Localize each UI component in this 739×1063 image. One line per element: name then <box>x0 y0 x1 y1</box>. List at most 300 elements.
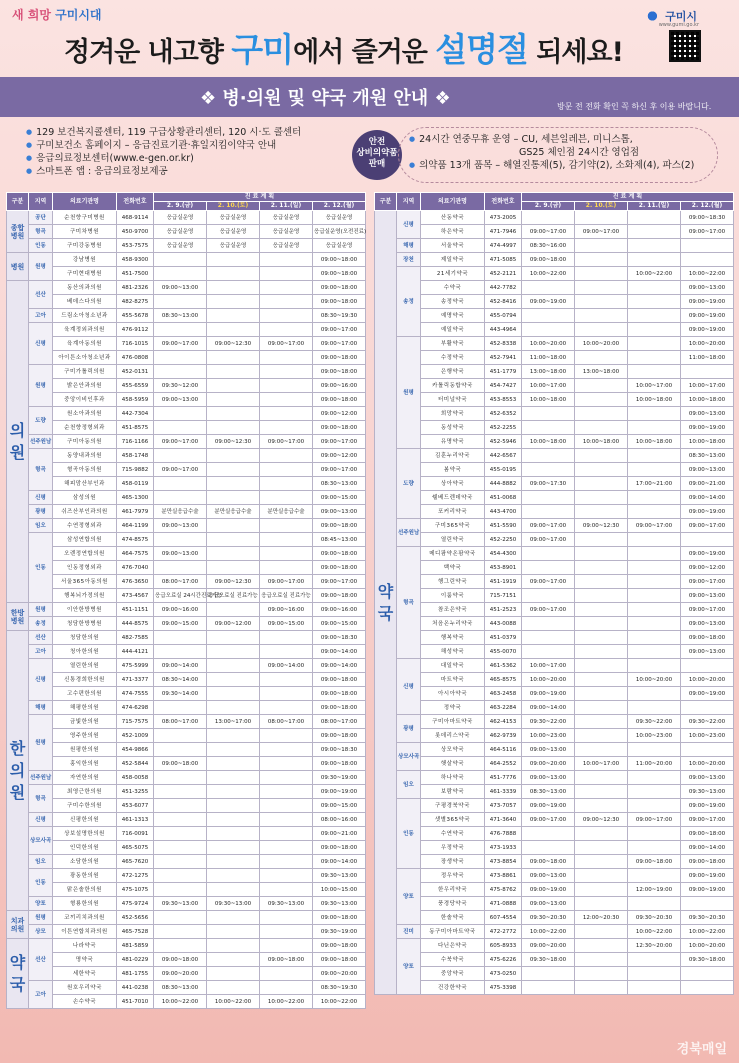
schedule-cell: 09:30~20:30 <box>628 911 681 925</box>
facility-name-cell: 롯데리스약국 <box>421 729 485 743</box>
schedule-cell <box>207 295 260 309</box>
schedule-cell <box>260 281 313 295</box>
schedule-cell: 응급실운영 <box>260 239 313 253</box>
schedule-cell <box>207 729 260 743</box>
table-row <box>7 757 366 771</box>
schedule-cell <box>260 799 313 813</box>
schedule-cell <box>154 855 207 869</box>
schedule-cell: 08:30~13:00 <box>522 785 575 799</box>
table-row <box>375 323 734 337</box>
table-row <box>7 925 366 939</box>
schedule-cell: 10:00~22:00 <box>207 995 260 1009</box>
schedule-cell: 10:00~17:00 <box>522 379 575 393</box>
phone-cell: 473-0250 <box>485 967 522 981</box>
table-row <box>7 337 366 351</box>
phone-cell: 716-1166 <box>117 435 154 449</box>
info-item: ● 응급의료정보센터(www.e-gen.or.kr) <box>26 152 301 165</box>
schedule-cell: 12:00~19:00 <box>628 883 681 897</box>
schedule-cell: 09:00~20:00 <box>522 939 575 953</box>
table-row <box>7 911 366 925</box>
schedule-cell <box>628 225 681 239</box>
schedule-cell <box>628 981 681 995</box>
schedule-cell: 09:30~20:30 <box>681 911 734 925</box>
region-cell: 고아 <box>29 981 53 1009</box>
phone-cell: 450-9700 <box>117 225 154 239</box>
phone-cell: 463-2284 <box>485 701 522 715</box>
schedule-cell <box>575 309 628 323</box>
schedule-cell: 09:00~18:00 <box>628 855 681 869</box>
schedule-cell: 10:00~22:00 <box>154 995 207 1009</box>
schedule-cell <box>522 827 575 841</box>
schedule-cell <box>207 883 260 897</box>
schedule-cell <box>207 925 260 939</box>
phone-cell: 473-8861 <box>485 869 522 883</box>
schedule-cell <box>575 743 628 757</box>
schedule-cell <box>575 715 628 729</box>
schedule-cell <box>260 365 313 379</box>
schedule-cell <box>207 351 260 365</box>
schedule-cell <box>575 393 628 407</box>
schedule-cell: 09:00~17:00 <box>260 575 313 589</box>
phone-cell: 452-5946 <box>485 435 522 449</box>
schedule-cell: 09:00~18:00 <box>313 547 366 561</box>
table-row <box>375 309 734 323</box>
phone-cell: 464-7575 <box>117 547 154 561</box>
facility-name-cell: 베데스다의원 <box>53 295 117 309</box>
schedule-cell: 08:00~17:00 <box>313 715 366 729</box>
phone-cell: 444-8882 <box>485 477 522 491</box>
schedule-cell <box>207 869 260 883</box>
schedule-cell: 09:00~18:00 <box>313 729 366 743</box>
facility-name-cell: 동양내과의원 <box>53 449 117 463</box>
schedule-cell: 09:00~17:00 <box>681 603 734 617</box>
schedule-cell <box>207 449 260 463</box>
table-row <box>7 281 366 295</box>
schedule-cell <box>260 477 313 491</box>
schedule-cell: 응급실운영 <box>313 239 366 253</box>
schedule-cell: 10:00~18:00 <box>628 393 681 407</box>
watermark: 경북매일 <box>676 1042 727 1057</box>
schedule-cell: 08:00~16:00 <box>313 813 366 827</box>
phone-cell: 476-7040 <box>117 561 154 575</box>
facility-name-cell: 동구미아마트약국 <box>421 925 485 939</box>
schedule-cell <box>575 323 628 337</box>
table-row <box>375 505 734 519</box>
schedule-cell: 09:00~19:00 <box>681 547 734 561</box>
schedule-cell <box>154 295 207 309</box>
phone-cell: 476-7888 <box>485 827 522 841</box>
slogan <box>12 6 102 23</box>
schedule-cell <box>154 813 207 827</box>
table-row <box>7 743 366 757</box>
schedule-cell: 09:00~15:00 <box>313 491 366 505</box>
banner-note: 방문 전 전화 확인 꼭 하신 후 이용 바랍니다. <box>557 102 712 111</box>
schedule-cell <box>681 967 734 981</box>
schedule-cell <box>628 323 681 337</box>
table-row <box>7 855 366 869</box>
schedule-cell <box>260 813 313 827</box>
phone-cell: 444-8575 <box>117 617 154 631</box>
facility-name-cell: 중앙약국 <box>421 967 485 981</box>
schedule-cell <box>260 561 313 575</box>
phone-cell: 476-9112 <box>117 323 154 337</box>
schedule-cell: 08:30~13:00 <box>313 477 366 491</box>
schedule-cell: 09:00~17:00 <box>154 435 207 449</box>
facility-name-cell: 카톨릭동합약국 <box>421 379 485 393</box>
schedule-cell <box>575 981 628 995</box>
schedule-cell <box>207 547 260 561</box>
table-row <box>375 771 734 785</box>
facility-name-cell: 해피맘산부인과 <box>53 477 117 491</box>
schedule-cell <box>575 547 628 561</box>
schedule-cell: 09:00~18:30 <box>681 211 734 225</box>
schedule-cell: 09:00~13:00 <box>522 869 575 883</box>
table-row <box>375 813 734 827</box>
region-cell: 선주원남 <box>29 771 53 785</box>
facility-name-cell: 인덕한의원 <box>53 841 117 855</box>
header-gubun: 구분 <box>7 193 29 211</box>
schedule-cell <box>260 687 313 701</box>
facility-name-cell: 순천향정형외과 <box>53 421 117 435</box>
schedule-cell: 09:00~15:00 <box>260 617 313 631</box>
schedule-cell <box>260 911 313 925</box>
category-cell: 의원 <box>7 281 29 603</box>
region-cell: 해평 <box>397 239 421 253</box>
region-cell: 원평 <box>29 253 53 281</box>
schedule-cell: 09:00~13:00 <box>522 897 575 911</box>
schedule-cell <box>260 547 313 561</box>
schedule-cell: 09:00~21:00 <box>313 827 366 841</box>
schedule-cell <box>628 463 681 477</box>
headline-mid: 에서 즐거운 <box>293 37 436 68</box>
region-cell: 임오 <box>29 855 53 869</box>
phone-cell: 464-1199 <box>117 519 154 533</box>
facility-name-cell: 이튼연합치과의원 <box>53 925 117 939</box>
schedule-cell: 09:00~13:00 <box>681 617 734 631</box>
facility-name-cell: 제일약국 <box>421 253 485 267</box>
phone-cell: 473-1933 <box>485 841 522 855</box>
schedule-cell: 10:00~20:00 <box>681 939 734 953</box>
schedule-cell: 09:00~18:00 <box>681 827 734 841</box>
phone-cell: 475-6226 <box>485 953 522 967</box>
phone-cell: 463-2458 <box>485 687 522 701</box>
facility-name-cell: 상아약국 <box>421 477 485 491</box>
schedule-cell: 10:00~18:00 <box>681 435 734 449</box>
schedule-cell: 09:00~19:00 <box>522 883 575 897</box>
table-row <box>7 701 366 715</box>
table-row <box>375 617 734 631</box>
facility-name-cell: 최영근한의원 <box>53 785 117 799</box>
phone-cell: 452-6352 <box>485 407 522 421</box>
schedule-cell: 09:00~19:00 <box>681 309 734 323</box>
facility-name-cell: 샛별365약국 <box>421 813 485 827</box>
schedule-cell <box>260 883 313 897</box>
phone-cell: 451-1919 <box>485 575 522 589</box>
schedule-cell <box>207 463 260 477</box>
table-row <box>375 239 734 253</box>
schedule-cell <box>260 309 313 323</box>
facility-name-cell: 손수약국 <box>53 995 117 1009</box>
phone-cell: 451-0068 <box>485 491 522 505</box>
facility-name-cell: 산동약국 <box>421 211 485 225</box>
schedule-cell: 09:00~18:00 <box>313 953 366 967</box>
schedule-cell <box>681 533 734 547</box>
schedule-cell: 응급실운영 <box>207 239 260 253</box>
schedule-cell: 09:00~13:00 <box>681 281 734 295</box>
table-row <box>7 729 366 743</box>
phone-cell: 443-4700 <box>485 505 522 519</box>
facility-name-cell: 김훈누리약국 <box>421 449 485 463</box>
schedule-cell <box>260 351 313 365</box>
schedule-cell <box>207 757 260 771</box>
header-region: 지역 <box>29 193 53 211</box>
phone-cell: 452-2121 <box>485 267 522 281</box>
facility-name-cell: 강남병원 <box>53 253 117 267</box>
schedule-cell <box>575 491 628 505</box>
schedule-cell: 09:00~14:00 <box>313 645 366 659</box>
schedule-cell: 09:00~19:00 <box>681 869 734 883</box>
region-cell: 인동 <box>29 533 53 603</box>
schedule-cell: 09:00~18:00 <box>681 631 734 645</box>
phone-cell: 473-4567 <box>117 589 154 603</box>
schedule-cell: 09:30~13:00 <box>313 897 366 911</box>
facility-name-cell: 아이튼소아청소년과 <box>53 351 117 365</box>
table-row <box>7 309 366 323</box>
table-row <box>375 603 734 617</box>
phone-cell: 465-5075 <box>117 841 154 855</box>
table-row <box>7 323 366 337</box>
schedule-cell <box>575 967 628 981</box>
schedule-cell: 10:00~20:00 <box>575 337 628 351</box>
schedule-cell: 09:00~15:00 <box>313 799 366 813</box>
facility-name-cell: 다닌은약국 <box>421 939 485 953</box>
schedule-cell <box>154 799 207 813</box>
phone-cell: 471-5085 <box>485 253 522 267</box>
schedule-cell: 09:00~15:00 <box>154 617 207 631</box>
schedule-cell <box>260 533 313 547</box>
schedule-cell: 09:00~16:00 <box>313 379 366 393</box>
schedule-cell: 09:00~15:00 <box>313 617 366 631</box>
facility-name-cell: 아시아약국 <box>421 687 485 701</box>
schedule-cell: 09:00~19:00 <box>313 785 366 799</box>
schedule-cell: 09:00~12:00 <box>681 561 734 575</box>
schedule-cell <box>681 701 734 715</box>
schedule-cell: 응급오료실 진료가능 <box>260 589 313 603</box>
schedule-cell <box>207 323 260 337</box>
schedule-cell: 09:00~17:00 <box>575 225 628 239</box>
phone-cell: 715-7575 <box>117 715 154 729</box>
schedule-cell <box>207 771 260 785</box>
schedule-cell: 09:30~13:00 <box>313 869 366 883</box>
schedule-cell: 10:00~22:00 <box>628 267 681 281</box>
table-row <box>375 673 734 687</box>
schedule-cell: 09:00~14:00 <box>313 659 366 673</box>
info-item: ● 24시간 연중무휴 운영 – CU, 세븐일레븐, 미니스톱, <box>409 133 717 146</box>
schedule-cell <box>260 491 313 505</box>
facility-name-cell: 구미수한의원 <box>53 799 117 813</box>
header-date: 2. 9.(금) <box>522 202 575 211</box>
schedule-cell <box>154 491 207 505</box>
phone-cell: 452-8338 <box>485 337 522 351</box>
schedule-cell: 09:00~18:00 <box>681 855 734 869</box>
phone-cell: 474-6298 <box>117 701 154 715</box>
schedule-cell: 09:00~13:00 <box>522 743 575 757</box>
table-body <box>375 211 734 995</box>
schedule-cell <box>575 771 628 785</box>
headline-city: 구미 <box>231 30 294 69</box>
banner-title: ❖ 병·의원 및 약국 개원 안내 ❖ <box>200 88 451 109</box>
schedule-cell <box>628 561 681 575</box>
schedule-cell: 10:00~20:00 <box>681 673 734 687</box>
schedule-cell: 09:00~12:00 <box>313 407 366 421</box>
schedule-cell: 응급실운영 <box>154 239 207 253</box>
region-cell: 선산 <box>29 631 53 645</box>
schedule-cell: 09:00~17:00 <box>522 519 575 533</box>
facility-name-cell: 구평경북약국 <box>421 799 485 813</box>
phone-cell: 452-0131 <box>117 365 154 379</box>
schedule-cell: 09:30~22:00 <box>522 715 575 729</box>
schedule-cell: 09:00~18:00 <box>522 253 575 267</box>
facility-name-cell: 구미아마트약국 <box>421 715 485 729</box>
schedule-cell <box>628 827 681 841</box>
phone-cell: 464-5116 <box>485 743 522 757</box>
schedule-cell <box>260 729 313 743</box>
phone-cell: 454-4300 <box>485 547 522 561</box>
schedule-cell: 09:00~19:00 <box>681 421 734 435</box>
schedule-cell: 09:00~17:00 <box>522 575 575 589</box>
phone-cell: 451-1151 <box>117 603 154 617</box>
table-row <box>7 547 366 561</box>
table-row <box>7 519 366 533</box>
schedule-cell: 09:00~12:30 <box>575 813 628 827</box>
table-row <box>7 253 366 267</box>
region-cell: 형곡 <box>397 547 421 659</box>
table-row <box>7 477 366 491</box>
schedule-cell <box>575 701 628 715</box>
table-row <box>7 869 366 883</box>
table-row <box>375 519 734 533</box>
table-row <box>375 253 734 267</box>
header-region: 지역 <box>397 193 421 211</box>
schedule-cell: 09:00~17:00 <box>628 813 681 827</box>
schedule-cell <box>207 981 260 995</box>
schedule-cell <box>575 281 628 295</box>
schedule-cell: 09:00~18:00 <box>313 421 366 435</box>
facility-name-cell: 해평한의원 <box>53 701 117 715</box>
schedule-cell: 09:00~18:00 <box>313 393 366 407</box>
table-row <box>375 449 734 463</box>
table-row <box>7 393 366 407</box>
schedule-cell <box>575 939 628 953</box>
schedule-cell <box>522 981 575 995</box>
schedule-cell <box>522 281 575 295</box>
table-row <box>375 435 734 449</box>
header-phone: 전화번호 <box>117 193 154 211</box>
schedule-cell: 09:00~16:00 <box>313 603 366 617</box>
table-row <box>375 295 734 309</box>
schedule-cell <box>207 967 260 981</box>
schedule-cell: 09:00~12:30 <box>575 519 628 533</box>
table-row <box>7 491 366 505</box>
schedule-cell: 09:00~17:00 <box>313 323 366 337</box>
schedule-cell: 09:30~13:00 <box>260 897 313 911</box>
schedule-cell: 08:30~19:30 <box>313 309 366 323</box>
schedule-cell <box>260 757 313 771</box>
facility-name-cell: 예일약국 <box>421 323 485 337</box>
schedule-cell <box>207 911 260 925</box>
table-row <box>375 701 734 715</box>
facility-name-cell: 구미강동병원 <box>53 239 117 253</box>
schedule-cell <box>522 211 575 225</box>
region-cell: 신평 <box>29 323 53 365</box>
info-list-left <box>26 126 301 178</box>
schedule-cell <box>207 561 260 575</box>
schedule-cell: 09:00~14:00 <box>260 659 313 673</box>
schedule-cell: 09:00~18:00 <box>154 953 207 967</box>
schedule-cell: 응급실운영 <box>154 211 207 225</box>
region-cell: 임오 <box>29 519 53 533</box>
schedule-cell: 10:00~18:00 <box>681 393 734 407</box>
schedule-cell <box>575 841 628 855</box>
table-row <box>375 743 734 757</box>
schedule-cell: 09:00~18:00 <box>313 757 366 771</box>
facility-name-cell: 열린한의원 <box>53 659 117 673</box>
schedule-cell <box>575 267 628 281</box>
schedule-cell <box>628 645 681 659</box>
schedule-cell: 09:00~18:00 <box>313 295 366 309</box>
schedule-cell <box>681 897 734 911</box>
schedule-cell <box>154 533 207 547</box>
facility-name-cell: 서울365아동의원 <box>53 575 117 589</box>
facility-name-cell: 행복약국 <box>421 631 485 645</box>
region-cell: 선산 <box>29 281 53 309</box>
table-row <box>375 407 734 421</box>
table-row <box>375 225 734 239</box>
region-cell: 원평 <box>29 911 53 925</box>
phone-cell: 451-3255 <box>117 785 154 799</box>
schedule-cell: 응급오료실 24시간진료가능 <box>154 589 207 603</box>
schedule-cell: 10:00~20:00 <box>522 673 575 687</box>
table-row <box>7 239 366 253</box>
schedule-cell <box>575 953 628 967</box>
schedule-cell: 09:00~18:00 <box>313 841 366 855</box>
facility-name-cell: 정우약국 <box>421 869 485 883</box>
schedule-cell <box>154 267 207 281</box>
schedule-cell: 09:00~14:00 <box>313 855 366 869</box>
city-logo-url: www.gumi.go.kr <box>658 22 699 28</box>
schedule-cell: 09:00~19:00 <box>681 687 734 701</box>
schedule-cell <box>575 407 628 421</box>
schedule-cell <box>628 533 681 547</box>
phone-cell: 444-4121 <box>117 645 154 659</box>
phone-cell: 458-0058 <box>117 771 154 785</box>
schedule-cell: 08:00~17:00 <box>154 715 207 729</box>
region-cell: 원평 <box>29 603 53 617</box>
schedule-cell <box>628 743 681 757</box>
schedule-cell <box>628 281 681 295</box>
headline-holiday: 설명절 <box>435 30 528 69</box>
facility-name-cell: 오렌정연합의원 <box>53 547 117 561</box>
region-cell: 형곡 <box>29 449 53 491</box>
phone-cell: 454-9866 <box>117 743 154 757</box>
schedule-cell: 09:00~18:00 <box>313 911 366 925</box>
schedule-cell: 09:00~14:00 <box>681 841 734 855</box>
region-cell: 양포 <box>397 869 421 925</box>
phone-cell: 442-7782 <box>485 281 522 295</box>
schedule-cell <box>681 365 734 379</box>
phone-cell: 451-2523 <box>485 603 522 617</box>
schedule-cell <box>154 729 207 743</box>
